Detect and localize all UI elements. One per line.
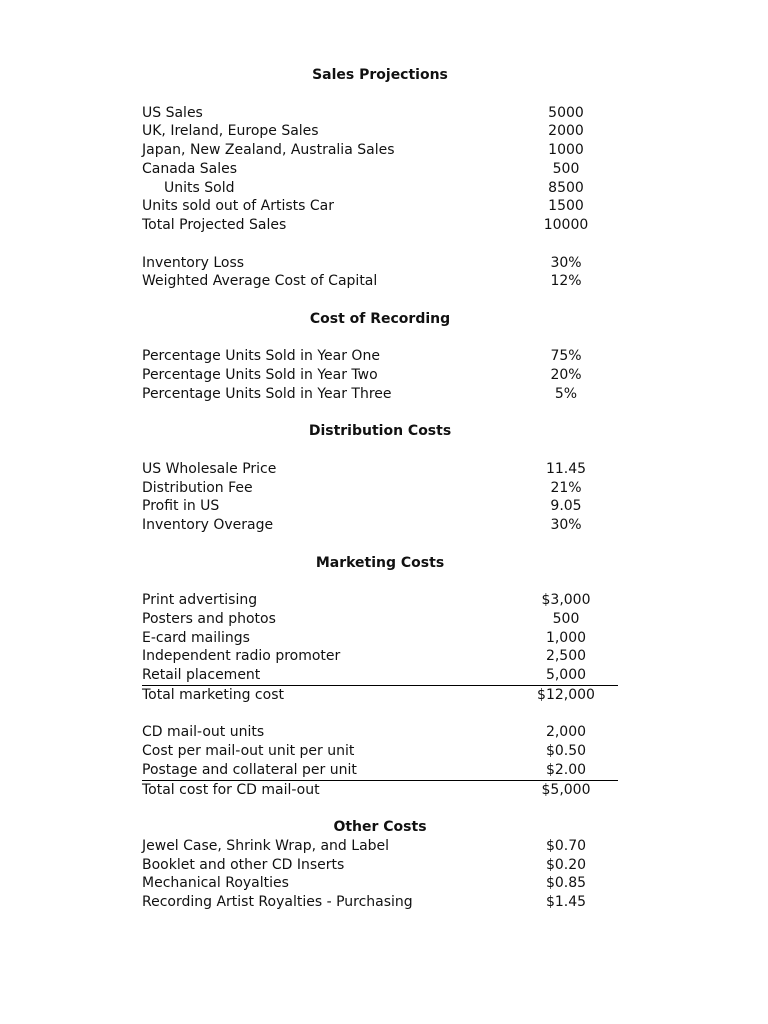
section-heading-marketing xyxy=(142,554,618,573)
row-label: Booklet and other CD Inserts xyxy=(142,856,345,873)
spacer xyxy=(142,404,618,423)
row-value: 1500 xyxy=(548,198,584,215)
row-label: Inventory Loss xyxy=(142,254,245,271)
table-row xyxy=(142,629,618,648)
row-value: 12% xyxy=(550,273,582,290)
table-row xyxy=(142,761,618,781)
spacer xyxy=(142,441,618,460)
row-label: Units Sold xyxy=(164,179,235,196)
section-heading-sales xyxy=(142,66,618,85)
section-title: Distribution Costs xyxy=(308,423,452,440)
row-label: Canada Sales xyxy=(142,160,237,177)
row-label: Print advertising xyxy=(142,592,258,608)
table-row xyxy=(142,179,618,198)
row-label: Mechanical Royalties xyxy=(142,875,289,892)
row-label: US Wholesale Price xyxy=(142,460,277,477)
row-value: 20% xyxy=(550,367,582,383)
table-row xyxy=(142,610,618,629)
table-row xyxy=(142,197,618,216)
row-value: 2000 xyxy=(548,123,584,140)
row-value: 30% xyxy=(550,517,582,533)
row-value: $3,000 xyxy=(541,592,591,608)
row-value: $0.50 xyxy=(545,743,587,759)
spacer xyxy=(142,535,618,554)
section-title: Sales Projections xyxy=(312,67,448,83)
table-row xyxy=(142,723,618,742)
spacer xyxy=(142,799,618,818)
row-value: 11.45 xyxy=(545,460,587,477)
row-label: Retail placement xyxy=(142,667,261,683)
row-label: Percentage Units Sold in Year Two xyxy=(142,367,378,383)
row-label: Cost per mail-out unit per unit xyxy=(142,743,355,759)
row-label: CD mail-out units xyxy=(142,724,265,741)
spacer xyxy=(142,85,618,104)
table-row xyxy=(142,254,618,273)
table-row xyxy=(142,516,618,535)
row-label: Inventory Overage xyxy=(142,517,274,533)
row-value: 500 xyxy=(552,610,580,627)
row-value: 2,000 xyxy=(545,724,587,741)
spacer xyxy=(142,291,618,310)
table-row xyxy=(142,893,618,912)
table-row xyxy=(142,460,618,479)
row-value: $0.20 xyxy=(545,856,587,873)
row-value: 21% xyxy=(550,479,582,496)
row-label: Percentage Units Sold in Year Three xyxy=(142,385,392,402)
row-label: Total marketing cost xyxy=(142,686,284,703)
row-label: Distribution Fee xyxy=(142,479,253,496)
row-value: 8500 xyxy=(548,179,584,196)
row-label: Recording Artist Royalties - Purchasing xyxy=(142,894,413,910)
row-value: 1,000 xyxy=(545,629,587,646)
row-label: Percentage Units Sold in Year One xyxy=(142,348,380,365)
spacer xyxy=(142,235,618,254)
row-value: 5% xyxy=(554,385,578,402)
row-value: 500 xyxy=(552,160,580,177)
row-label: US Sales xyxy=(142,104,203,121)
row-label: E-card mailings xyxy=(142,629,250,646)
table-row xyxy=(142,385,618,404)
table-row xyxy=(142,647,618,666)
row-value: 10000 xyxy=(543,217,589,233)
table-row xyxy=(142,122,618,141)
row-label: Profit in US xyxy=(142,498,220,515)
row-label: Postage and collateral per unit xyxy=(142,761,357,778)
row-value: 2,500 xyxy=(545,648,587,665)
section-title: Marketing Costs xyxy=(315,554,445,571)
table-row xyxy=(142,366,618,385)
table-row xyxy=(142,742,618,761)
row-value: $1.45 xyxy=(545,894,587,910)
row-value: 5000 xyxy=(548,104,584,121)
table-row xyxy=(142,497,618,516)
table-row xyxy=(142,160,618,179)
table-row xyxy=(142,272,618,291)
table-row xyxy=(142,856,618,875)
row-label: Independent radio promoter xyxy=(142,648,341,665)
table-row xyxy=(142,216,618,235)
row-value: 9.05 xyxy=(550,498,582,515)
section-title: Cost of Recording xyxy=(309,310,451,327)
row-value: $2.00 xyxy=(545,761,587,778)
row-value: 5,000 xyxy=(545,667,587,683)
table-row xyxy=(142,591,618,610)
section-heading-other xyxy=(142,818,618,837)
total-row xyxy=(142,686,618,705)
table-row xyxy=(142,874,618,893)
spacer xyxy=(142,329,618,348)
row-label: Japan, New Zealand, Australia Sales xyxy=(142,142,395,158)
section-title: Other Costs xyxy=(333,819,427,835)
spreadsheet-page xyxy=(142,66,618,912)
row-label: Posters and photos xyxy=(142,610,276,627)
table-row xyxy=(142,666,618,686)
row-value: $5,000 xyxy=(541,781,591,798)
row-label: Total Projected Sales xyxy=(142,217,287,233)
table-row xyxy=(142,479,618,498)
row-label: Weighted Average Cost of Capital xyxy=(142,273,378,290)
row-value: $12,000 xyxy=(537,686,595,703)
row-value: 1000 xyxy=(548,142,584,158)
row-value: $0.85 xyxy=(545,875,587,892)
section-heading-recording xyxy=(142,310,618,329)
table-row xyxy=(142,104,618,123)
row-label: Jewel Case, Shrink Wrap, and Label xyxy=(142,837,390,854)
row-label: Total cost for CD mail-out xyxy=(142,781,320,798)
row-label: Units sold out of Artists Car xyxy=(142,198,335,215)
spacer xyxy=(142,705,618,724)
row-label: UK, Ireland, Europe Sales xyxy=(142,123,319,140)
table-row xyxy=(142,347,618,366)
table-row xyxy=(142,141,618,160)
spacer xyxy=(142,572,618,591)
section-heading-distribution xyxy=(142,422,618,441)
table-row xyxy=(142,837,618,856)
row-value: 30% xyxy=(550,254,582,271)
row-value: $0.70 xyxy=(545,837,587,854)
total-row xyxy=(142,781,618,800)
row-value: 75% xyxy=(550,348,582,365)
